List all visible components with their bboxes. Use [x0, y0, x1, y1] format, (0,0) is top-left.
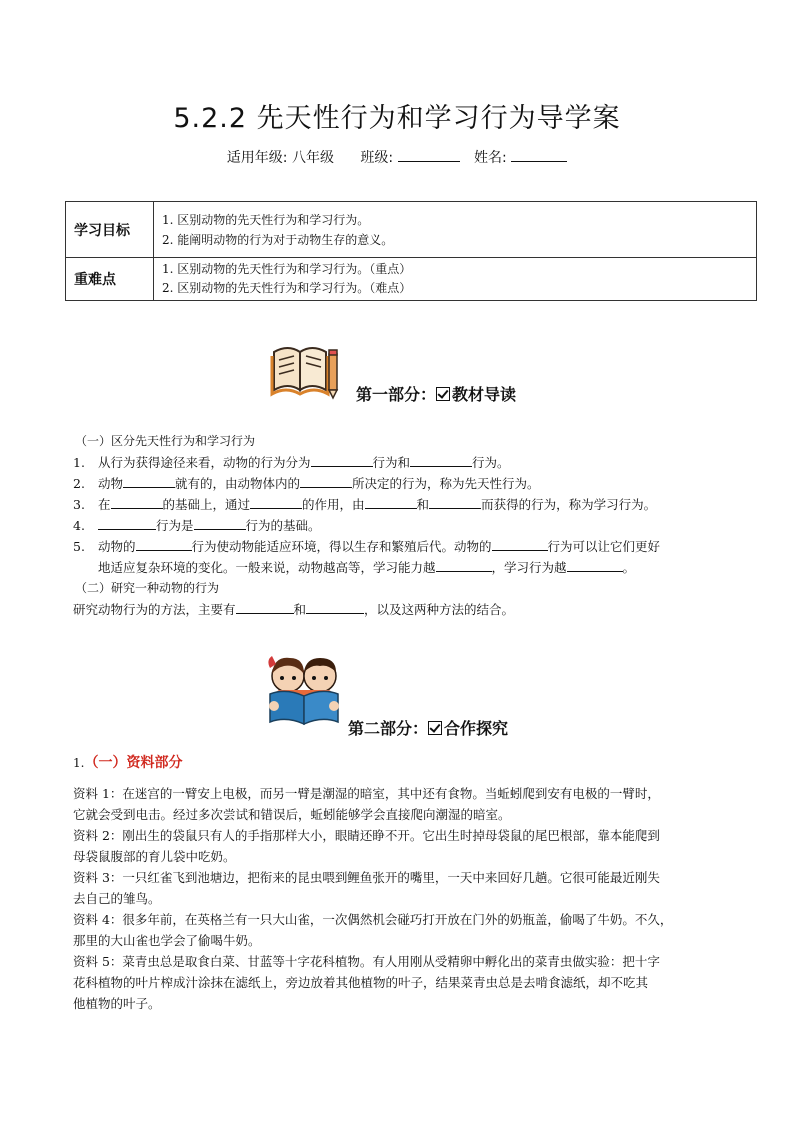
part1-sub1: （一）区分先天性行为和学习行为	[75, 434, 256, 448]
grade-label: 适用年级: 八年级	[226, 150, 334, 166]
material-item: 资料 5：菜青虫总是取食白菜、甘蓝等十字花科植物。有人用刚从受精卵中孵化出的菜青虫做实验：把十字 花科植物的叶片榨成汁涂抹在滤纸上，旁边放着其他植物的叶子，结果菜青虫总是去啃食滤纸，却不吃其 他植物的叶子。	[73, 954, 660, 1011]
answer-blank[interactable]	[236, 599, 294, 614]
question-1: 1. 从行为获得途径来看，动物的行为分为 行为和 行为。	[73, 452, 763, 473]
answer-blank[interactable]	[311, 452, 373, 467]
answer-blank[interactable]	[136, 536, 192, 551]
answer-blank[interactable]	[300, 473, 352, 488]
goals-head: 学习目标	[66, 202, 154, 258]
name-label: 姓名:	[474, 150, 507, 166]
name-blank[interactable]	[511, 148, 567, 162]
keypoints-head: 重难点	[66, 258, 154, 301]
keypoints-cell	[154, 258, 757, 301]
answer-blank[interactable]	[250, 494, 302, 509]
part1-sub2: （二）研究一种动物的行为	[75, 581, 220, 595]
answer-blank[interactable]	[111, 494, 163, 509]
answer-blank[interactable]	[429, 494, 481, 509]
question-6: 研究动物行为的方法，主要有 和 ，以及这两种方法的结合。	[73, 599, 763, 620]
page-title: 5.2.2 先天性行为和学习行为导学案	[173, 103, 621, 134]
materials-heading: 1.（一）资料部分	[73, 755, 183, 771]
class-blank[interactable]	[398, 148, 460, 162]
answer-blank[interactable]	[436, 557, 492, 572]
goals-line: 1. 区别动物的先天性行为和学习行为。	[162, 212, 370, 227]
part1-title: 第一部分： 教材导读	[356, 385, 517, 404]
answer-blank[interactable]	[306, 599, 364, 614]
keypoints-line: 2. 区别动物的先天性行为和学习行为。（难点）	[162, 281, 412, 295]
checkbox-icon	[428, 721, 442, 735]
question-4: 4. 行为是 行为的基础。	[73, 515, 763, 536]
answer-blank[interactable]	[492, 536, 548, 551]
answer-blank[interactable]	[365, 494, 417, 509]
answer-blank[interactable]	[410, 452, 472, 467]
goals-table	[65, 201, 757, 301]
subtitle-line	[0, 147, 794, 167]
kids-reading-icon	[262, 650, 346, 726]
keypoints-row	[66, 258, 757, 301]
materials-list	[73, 783, 773, 1014]
answer-blank[interactable]	[567, 557, 623, 572]
material-item: 资料 1：在迷宫的一臂安上电极，而另一臂是潮湿的暗室，其中还有食物。当蚯蚓爬到安有电极的一臂时， 它就会受到电击。经过多次尝试和错误后，蚯蚓能够学会直接爬向潮湿的暗室。	[73, 786, 660, 822]
answer-blank[interactable]	[98, 515, 156, 530]
checkbox-icon	[436, 387, 450, 401]
answer-blank[interactable]	[194, 515, 246, 530]
answer-blank[interactable]	[123, 473, 175, 488]
material-item: 资料 4：很多年前，在英格兰有一只大山雀，一次偶然机会碰巧打开放在门外的奶瓶盖，偷喝了牛奶。不久， 那里的大山雀也学会了偷喝牛奶。	[73, 912, 673, 948]
part2-title: 第二部分： 合作探究	[348, 719, 509, 738]
material-item: 资料 2：刚出生的袋鼠只有人的手指那样大小，眼睛还睁不开。它出生时掉母袋鼠的尾巴根部，靠本能爬到 母袋鼠腹部的育儿袋中吃奶。	[73, 828, 660, 864]
question-5: 5. 动物的 行为使动物能适应环境，得以生存和繁殖后代。动物的 行为可以让它们更好 地适应复杂环境的变化。一般来说，动物越高等，学习能力越 ，学习行为越 。	[73, 536, 773, 578]
goals-cell	[154, 202, 757, 258]
goals-row	[66, 202, 757, 258]
question-2: 2. 动物 就有的，由动物体内的 所决定的行为，称为先天性行为。	[73, 473, 763, 494]
goals-line: 2. 能阐明动物的行为对于动物生存的意义。	[162, 232, 394, 247]
question-3: 3. 在 的基础上，通过 的作用，由 和 而获得的行为，称为学习行为。	[73, 494, 773, 515]
keypoints-line: 1. 区别动物的先天性行为和学习行为。（重点）	[162, 262, 412, 276]
class-label: 班级:	[360, 150, 394, 166]
book-pencil-icon	[270, 340, 342, 400]
material-item: 资料 3：一只红雀飞到池塘边，把衔来的昆虫喂到鲤鱼张开的嘴里，一天中来回好几趟。它很可能最近刚失 去自己的雏鸟。	[73, 870, 660, 906]
